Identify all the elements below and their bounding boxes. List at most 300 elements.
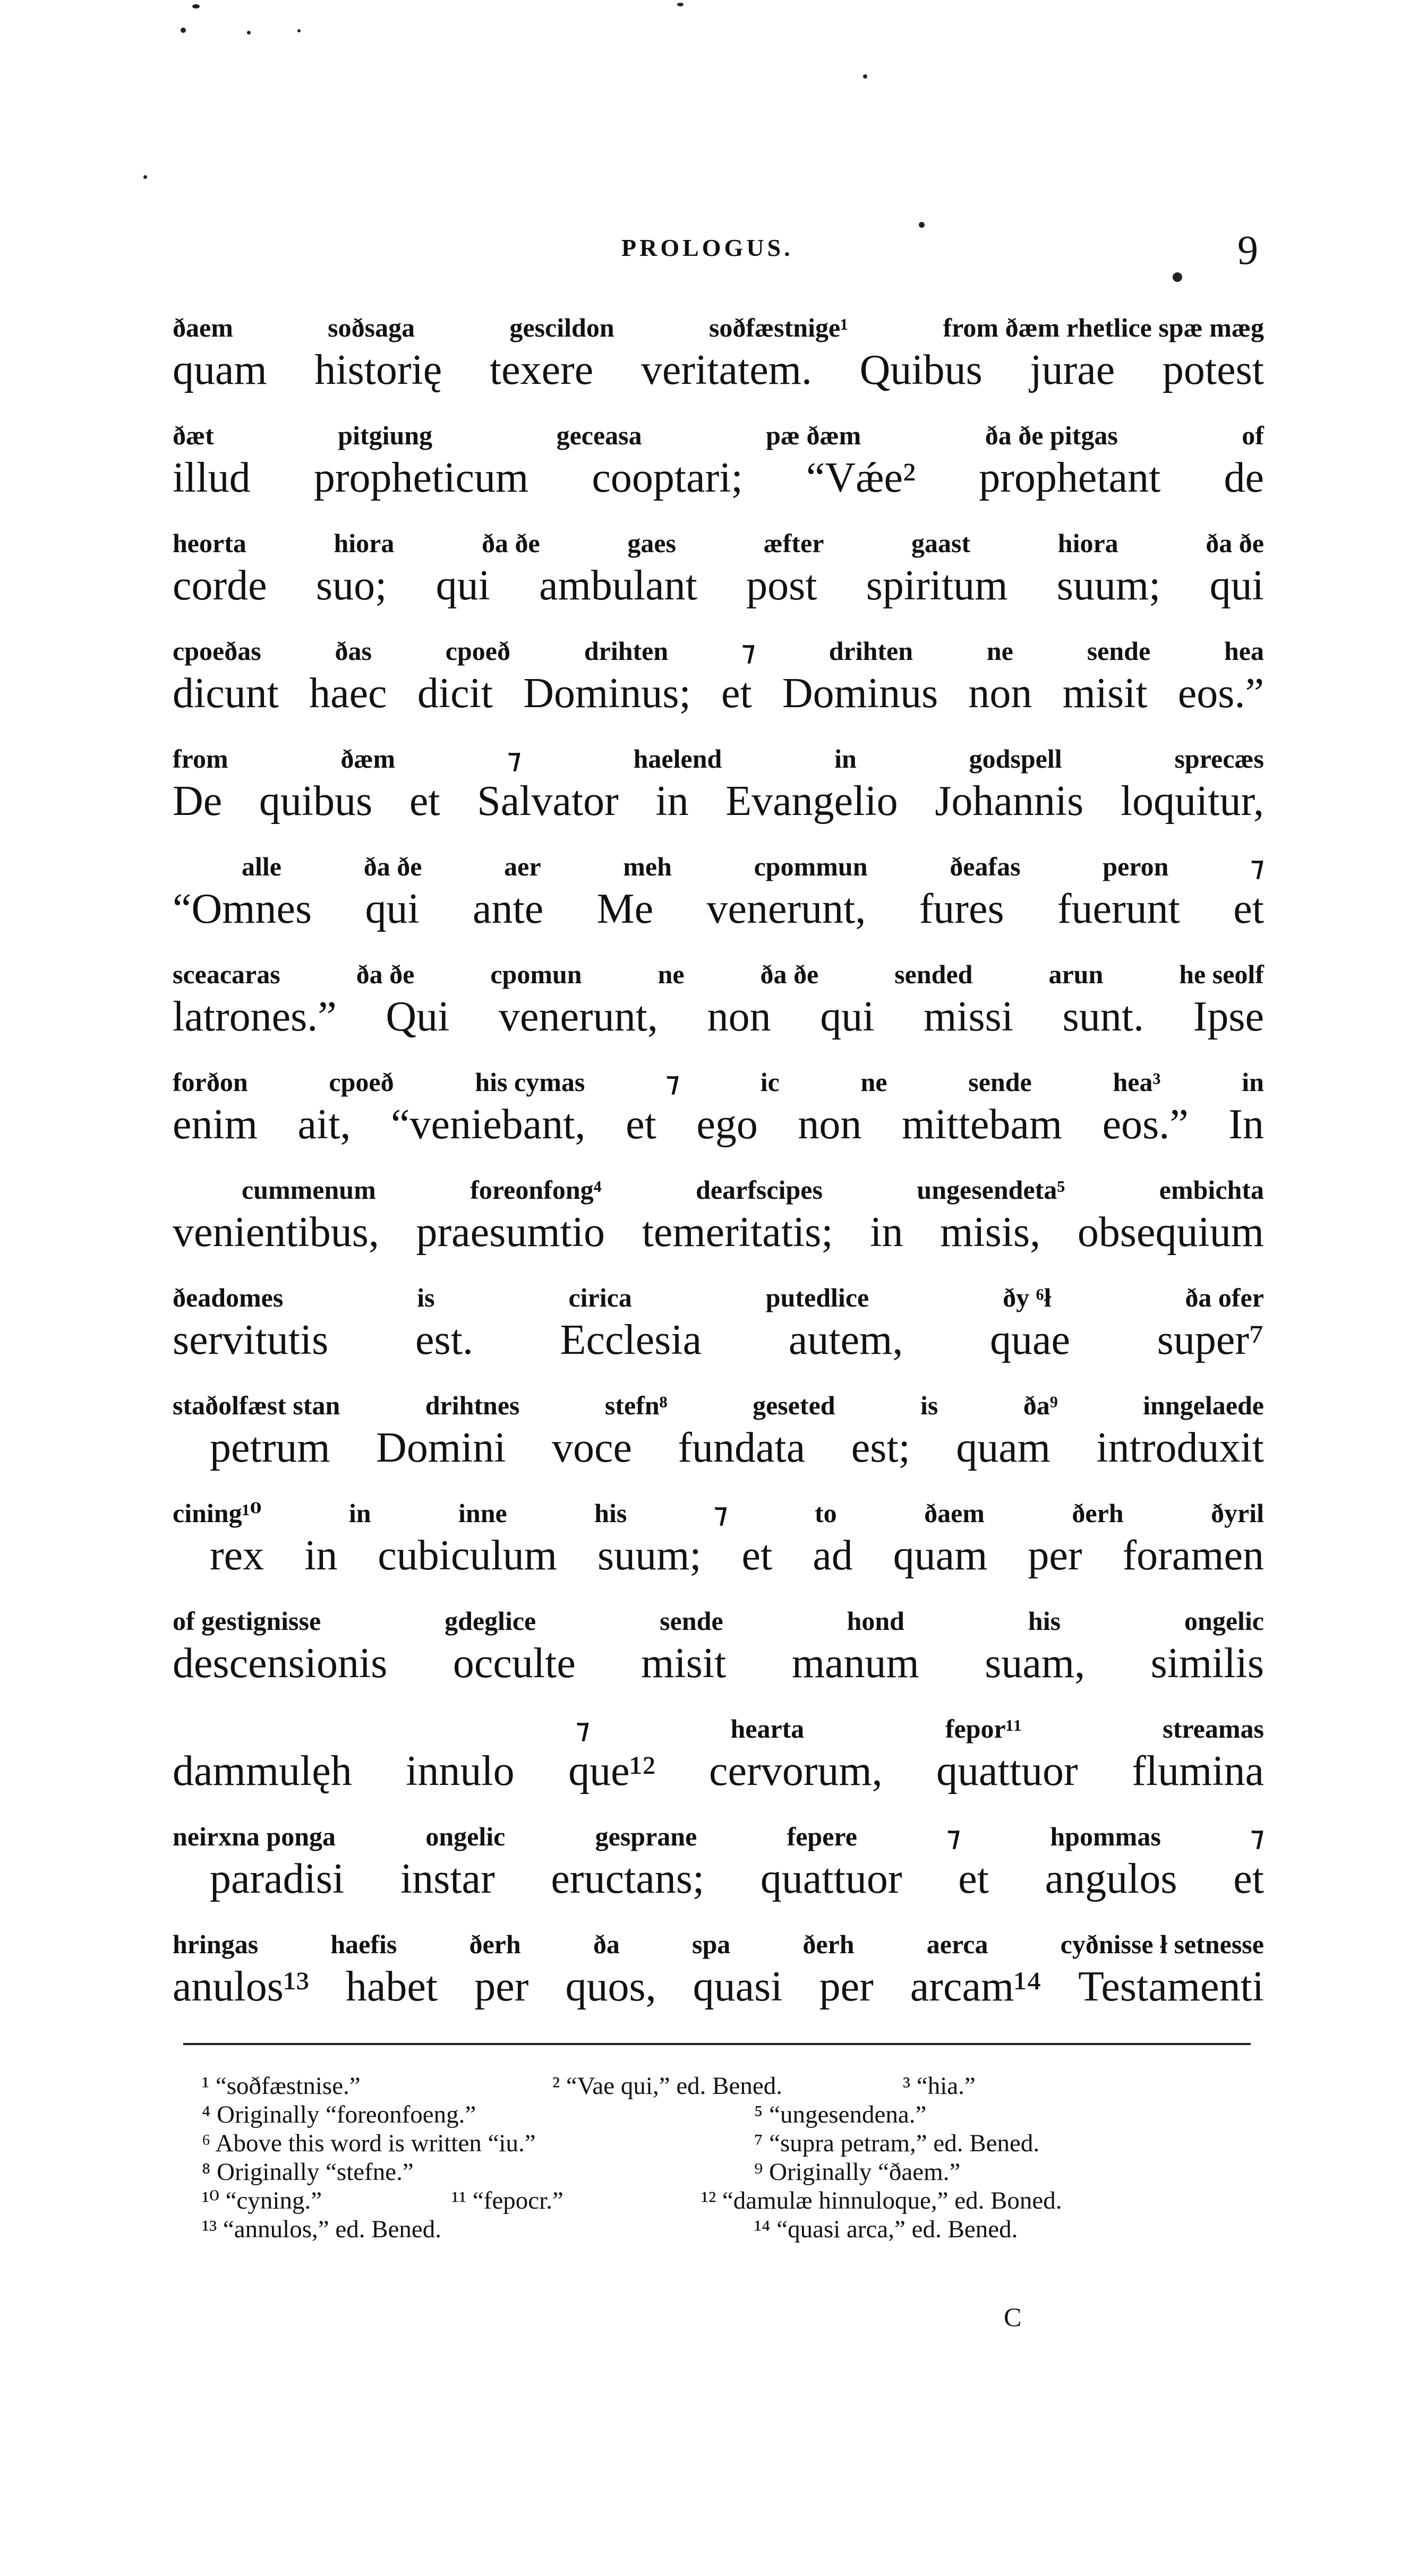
latin-word: eos.” — [1102, 1101, 1189, 1148]
latin-word: per — [819, 1963, 874, 2010]
footnote: ¹⁰ “cyning.” — [202, 2187, 322, 2214]
latin-word: historię — [314, 347, 442, 393]
gloss-word: soðfæstnige¹ — [708, 313, 849, 342]
latin-word: latrones.” — [173, 993, 337, 1040]
interlinear-line-16 — [173, 1927, 1264, 2035]
latin-word: post — [746, 562, 817, 609]
latin-word: autem, — [788, 1317, 903, 1363]
gloss-word: sende — [660, 1606, 723, 1636]
gloss-word: cpomun — [490, 959, 582, 989]
old-english-gloss — [173, 1496, 1264, 1530]
gloss-word: hiora — [1057, 528, 1118, 558]
gloss-word: to — [815, 1498, 837, 1528]
latin-text — [173, 1530, 1264, 1581]
latin-text — [173, 1638, 1264, 1689]
latin-text — [173, 1099, 1264, 1150]
footnote: ⁹ Originally “ðaem.” — [754, 2158, 961, 2186]
latin-word: Ecclesia — [560, 1317, 702, 1363]
latin-word: descensionis — [173, 1640, 388, 1687]
latin-word: quae — [990, 1317, 1071, 1363]
interlinear-line-15 — [173, 1819, 1264, 1927]
latin-word: venerunt, — [499, 993, 658, 1040]
running-title: PROLOGUS. — [621, 234, 793, 261]
interlinear-line-12 — [173, 1496, 1264, 1604]
latin-word: per — [1028, 1532, 1082, 1579]
gloss-word: ne — [986, 636, 1013, 666]
footnote: ⁴ Originally “foreonfoeng.” — [202, 2101, 476, 2128]
gloss-word: ðæm — [340, 744, 396, 774]
latin-word: et — [1233, 1856, 1264, 1902]
gloss-word: his — [594, 1498, 627, 1528]
gloss-word: of — [1242, 420, 1264, 450]
latin-word: “veniebant, — [391, 1101, 586, 1148]
gloss-word: hiora — [334, 528, 395, 558]
gloss-word: ða⁹ — [1023, 1390, 1058, 1420]
old-english-gloss — [173, 634, 1264, 668]
latin-word: est; — [851, 1424, 910, 1471]
gloss-word: ⁊ — [507, 744, 521, 774]
gloss-word: ða ofer — [1185, 1283, 1264, 1312]
latin-word: in — [870, 1209, 903, 1256]
latin-word: misit — [641, 1640, 727, 1687]
latin-word: que¹² — [568, 1748, 655, 1794]
gloss-word: arun — [1048, 959, 1104, 989]
gloss-word: dearfscipes — [696, 1175, 823, 1205]
latin-word: innulo — [406, 1748, 515, 1794]
signature-mark: C — [1004, 2302, 1022, 2332]
latin-text — [173, 883, 1264, 934]
footnote: ¹ “soðfæstnise.” — [202, 2072, 361, 2100]
latin-word: occulte — [452, 1640, 576, 1687]
scan-speck — [181, 28, 186, 33]
latin-word: “Omnes — [173, 886, 312, 932]
gloss-word: fepere — [787, 1822, 857, 1851]
latin-word: quibus — [259, 778, 373, 825]
old-english-gloss — [173, 1712, 1264, 1746]
old-english-gloss — [173, 1281, 1264, 1315]
latin-text — [173, 1207, 1264, 1258]
latin-word: fundata — [678, 1424, 806, 1471]
latin-text — [173, 1853, 1264, 1904]
latin-word: ambulant — [539, 562, 697, 609]
latin-word: Domini — [376, 1424, 506, 1471]
gloss-word: staðolfæst stan — [173, 1390, 340, 1420]
footnote: ¹³ “annulos,” ed. Bened. — [202, 2216, 442, 2243]
latin-word: fures — [919, 886, 1004, 932]
gloss-word: ða ðe — [1206, 528, 1264, 558]
gloss-word: cyðnisse ł setnesse — [1060, 1929, 1264, 1959]
latin-word: cubiculum — [378, 1532, 557, 1579]
footnote: ⁸ Originally “stefne.” — [202, 2158, 414, 2186]
gloss-word: drihten — [584, 636, 669, 666]
gloss-word: ðyril — [1211, 1498, 1264, 1528]
footnote-row — [202, 2215, 1253, 2244]
scan-speck — [297, 29, 301, 32]
latin-word: et — [721, 670, 752, 717]
latin-word: cervorum, — [709, 1748, 883, 1794]
scan-speck — [143, 175, 147, 179]
footnote: ¹⁴ “quasi arca,” ed. Bened. — [754, 2216, 1018, 2243]
latin-word: qui — [820, 993, 875, 1040]
gloss-word: ⁊ — [742, 636, 755, 666]
latin-word: propheticum — [313, 454, 529, 501]
latin-word: in — [655, 778, 689, 825]
latin-word: et — [958, 1856, 989, 1902]
latin-word: est. — [415, 1317, 473, 1363]
interlinear-line-13 — [173, 1604, 1264, 1712]
interlinear-line-5 — [173, 742, 1264, 849]
interlinear-line-9 — [173, 1173, 1264, 1281]
latin-text — [173, 1961, 1264, 2012]
footnote: ⁵ “ungesendena.” — [754, 2101, 927, 2128]
gloss-word: sende — [968, 1067, 1032, 1097]
gloss-word: forðon — [173, 1067, 248, 1097]
gloss-word: gesprane — [595, 1822, 697, 1851]
gloss-word: soðsaga — [328, 313, 415, 342]
gloss-word: ðas — [335, 636, 372, 666]
latin-word: Dominus — [782, 670, 938, 717]
latin-word: venientibus, — [173, 1209, 379, 1256]
gloss-word: heorta — [173, 528, 246, 558]
gloss-word: ⁊ — [1251, 852, 1264, 881]
footnote: ¹² “damulæ hinnuloque,” ed. Boned. — [701, 2187, 1062, 2214]
gloss-word: sende — [1087, 636, 1151, 666]
gloss-word: ða ðe — [363, 852, 422, 881]
latin-word: Dominus; — [523, 670, 691, 717]
gloss-word: aerca — [926, 1929, 988, 1959]
gloss-word: in — [834, 744, 857, 774]
interlinear-line-10 — [173, 1281, 1264, 1388]
gloss-word: haefis — [330, 1929, 397, 1959]
footnote: ⁶ Above this word is written “iu.” — [202, 2130, 536, 2157]
gloss-word: ne — [657, 959, 685, 989]
gloss-word: haelend — [633, 744, 722, 774]
scan-speck — [192, 4, 200, 8]
old-english-gloss — [173, 1819, 1264, 1853]
latin-text — [173, 668, 1264, 719]
gloss-word: he seolf — [1179, 959, 1264, 989]
latin-word: non — [707, 993, 771, 1040]
latin-word: illud — [173, 454, 251, 501]
gloss-word: in — [348, 1498, 371, 1528]
latin-word: suum; — [597, 1532, 702, 1579]
interlinear-line-7 — [173, 957, 1264, 1065]
gloss-word: ða ðe — [356, 959, 415, 989]
gloss-word: his — [1028, 1606, 1061, 1636]
footnote-row — [202, 2186, 1253, 2215]
latin-word: In — [1228, 1101, 1264, 1148]
latin-word: ego — [696, 1101, 758, 1148]
old-english-gloss — [173, 311, 1264, 345]
latin-word: De — [173, 778, 223, 825]
latin-word: petrum — [210, 1424, 330, 1471]
gloss-word: ⁊ — [576, 1714, 590, 1744]
latin-text — [173, 991, 1264, 1042]
latin-word: ante — [472, 886, 544, 932]
gloss-word: his cymas — [475, 1067, 585, 1097]
latin-word: cooptari; — [592, 454, 743, 501]
gloss-word: ne — [860, 1067, 887, 1097]
latin-word: per — [474, 1963, 529, 2010]
latin-word: quam — [956, 1424, 1050, 1471]
latin-word: et — [409, 778, 440, 825]
old-english-gloss — [173, 526, 1264, 560]
latin-word: quattuor — [936, 1748, 1078, 1794]
latin-word: non — [968, 670, 1032, 717]
gloss-word: ⁊ — [947, 1822, 961, 1851]
old-english-gloss — [173, 1604, 1264, 1638]
latin-word: servitutis — [173, 1317, 329, 1363]
interlinear-line-11 — [173, 1388, 1264, 1496]
latin-word: enim — [173, 1101, 258, 1148]
footnote-row — [202, 2158, 1253, 2186]
gloss-word: alle — [242, 852, 281, 881]
interlinear-line-6 — [173, 849, 1264, 957]
gloss-word: sprecæs — [1174, 744, 1264, 774]
gloss-word: from — [173, 744, 228, 774]
gloss-word: sended — [894, 959, 973, 989]
old-english-gloss — [173, 849, 1264, 883]
gloss-word: in — [1242, 1067, 1264, 1097]
footnote: ¹¹ “fepocr.” — [451, 2187, 563, 2214]
gloss-word: stefn⁸ — [604, 1390, 668, 1420]
gloss-word: putedlice — [765, 1283, 869, 1312]
latin-word: obsequium — [1077, 1209, 1264, 1256]
latin-word: venerunt, — [706, 886, 866, 932]
gloss-word: inngelaede — [1143, 1390, 1264, 1420]
interlinear-line-2 — [173, 418, 1264, 526]
scan-speck — [247, 31, 251, 35]
gloss-word: ðaem — [924, 1498, 985, 1528]
latin-word: Testamenti — [1078, 1963, 1264, 2010]
gloss-word: ðerh — [1072, 1498, 1124, 1528]
latin-word: fuerunt — [1057, 886, 1180, 932]
latin-text — [173, 345, 1264, 396]
latin-text — [173, 560, 1264, 611]
gloss-word: ic — [760, 1067, 780, 1097]
latin-word: angulos — [1045, 1856, 1177, 1902]
latin-word: veritatem. — [640, 347, 812, 393]
latin-word: spiritum — [866, 562, 1008, 609]
latin-word: in — [304, 1532, 338, 1579]
old-english-gloss — [173, 1173, 1264, 1207]
interlinear-line-3 — [173, 526, 1264, 634]
latin-word: de — [1224, 454, 1264, 501]
latin-word: paradisi — [210, 1856, 345, 1902]
latin-word: ad — [813, 1532, 853, 1579]
latin-word: qui — [365, 886, 420, 932]
latin-word: voce — [551, 1424, 632, 1471]
interlinear-line-14 — [173, 1712, 1264, 1819]
latin-word: Evangelio — [725, 778, 898, 825]
latin-text — [173, 1315, 1264, 1366]
latin-word: quasi — [693, 1963, 783, 2010]
latin-word: similis — [1150, 1640, 1264, 1687]
latin-word: super⁷ — [1157, 1317, 1264, 1363]
footnote-row — [202, 2072, 1253, 2100]
scan-speck — [677, 3, 684, 6]
gloss-word: ⁊ — [714, 1498, 728, 1528]
gloss-word: fepor¹¹ — [945, 1714, 1022, 1744]
gloss-word: neirxna ponga — [173, 1822, 336, 1851]
latin-word: corde — [173, 562, 267, 609]
latin-word: Ipse — [1193, 993, 1264, 1040]
latin-word: dicit — [417, 670, 493, 717]
latin-word: “Vǽe² — [806, 454, 916, 501]
gloss-word: cummenum — [242, 1175, 376, 1205]
old-english-gloss — [173, 418, 1264, 452]
gloss-word: æfter — [763, 528, 824, 558]
gloss-word: peron — [1103, 852, 1169, 881]
gloss-word: ongelic — [1184, 1606, 1264, 1636]
gloss-word: cpommun — [754, 852, 868, 881]
interlinear-line-1 — [173, 311, 1264, 418]
gloss-word: ða ðe pitgas — [985, 420, 1118, 450]
gloss-word: ða — [593, 1929, 620, 1959]
gloss-word: drihtnes — [425, 1390, 520, 1420]
latin-word: habet — [345, 1963, 438, 2010]
latin-word: dicunt — [173, 670, 279, 717]
latin-word: temeritatis; — [642, 1209, 833, 1256]
footnote: ⁷ “supra petram,” ed. Bened. — [754, 2130, 1040, 2157]
gloss-word: is — [920, 1390, 938, 1420]
latin-word: flumina — [1132, 1748, 1264, 1794]
gloss-word: ⁊ — [666, 1067, 679, 1097]
gloss-word: geseted — [753, 1390, 835, 1420]
gloss-word: foreonfong⁴ — [470, 1175, 602, 1205]
interlinear-text — [173, 311, 1264, 2035]
footnote-row — [202, 2100, 1253, 2129]
gloss-word: cpoeðas — [173, 636, 261, 666]
latin-word: jurae — [1030, 347, 1115, 393]
latin-word: manum — [791, 1640, 919, 1687]
gloss-word: ðy ⁶ł — [1003, 1283, 1052, 1312]
latin-word: quam — [173, 347, 267, 393]
gloss-word: cpoeð — [329, 1067, 394, 1097]
latin-word: Salvator — [477, 778, 619, 825]
latin-word: Qui — [386, 993, 450, 1040]
gloss-word: inne — [458, 1498, 507, 1528]
page-number: 9 — [1237, 227, 1258, 273]
gloss-word: is — [417, 1283, 435, 1312]
old-english-gloss — [173, 1927, 1264, 1961]
gloss-word: pitgiung — [338, 420, 433, 450]
gloss-word: ðerh — [469, 1929, 521, 1959]
latin-word: mittebam — [901, 1101, 1063, 1148]
latin-word: qui — [1209, 562, 1264, 609]
gloss-word: gdeglice — [445, 1606, 536, 1636]
latin-word: loquitur, — [1120, 778, 1264, 825]
gloss-word: ða ðe — [482, 528, 540, 558]
gloss-word: pæ ðæm — [766, 420, 861, 450]
old-english-gloss — [173, 957, 1264, 991]
latin-word: Me — [596, 886, 654, 932]
gloss-word: hea — [1224, 636, 1264, 666]
gloss-word: hringas — [173, 1929, 259, 1959]
latin-word: non — [798, 1101, 862, 1148]
latin-word: et — [626, 1101, 656, 1148]
gloss-word: cpoeð — [445, 636, 510, 666]
gloss-word: streamas — [1163, 1714, 1264, 1744]
running-header — [0, 227, 1418, 276]
gloss-word: cining¹⁰ — [173, 1498, 262, 1528]
latin-word: quam — [893, 1532, 988, 1579]
gloss-word: aer — [504, 852, 541, 881]
latin-word: et — [741, 1532, 773, 1579]
footnotes — [202, 2072, 1253, 2244]
latin-word: Johannis — [935, 778, 1084, 825]
gloss-word: embichta — [1159, 1175, 1264, 1205]
footnote: ³ “hia.” — [903, 2072, 976, 2100]
gloss-word: godspell — [969, 744, 1062, 774]
gloss-word: of gestignisse — [173, 1606, 321, 1636]
gloss-word: ðeafas — [950, 852, 1021, 881]
gloss-word: hpommas — [1050, 1822, 1161, 1851]
latin-word: haec — [309, 670, 387, 717]
latin-word: qui — [435, 562, 490, 609]
gloss-word: ðeadomes — [173, 1283, 284, 1312]
latin-word: suam, — [985, 1640, 1086, 1687]
footnote-row — [202, 2129, 1253, 2158]
latin-word: et — [1233, 886, 1264, 932]
latin-word: arcam¹⁴ — [910, 1963, 1042, 2010]
gloss-word: ungesendeta⁵ — [917, 1175, 1065, 1205]
latin-text — [173, 1422, 1264, 1473]
gloss-word: ongelic — [425, 1822, 506, 1851]
gloss-word: ðaem — [173, 313, 233, 342]
footnote: ² “Vae qui,” ed. Bened. — [552, 2072, 783, 2100]
latin-word: sunt. — [1062, 993, 1144, 1040]
latin-word: ait, — [297, 1101, 351, 1148]
latin-word: instar — [400, 1856, 495, 1902]
gloss-word: from ðæm rhetlice spæ mæg — [943, 313, 1264, 342]
gloss-word: geceasa — [556, 420, 642, 450]
latin-word: potest — [1162, 347, 1264, 393]
latin-word: anulos¹³ — [173, 1963, 309, 2010]
gloss-word: hea³ — [1113, 1067, 1161, 1097]
latin-text — [173, 776, 1264, 827]
latin-word: suo; — [315, 562, 387, 609]
gloss-word: sceacaras — [173, 959, 280, 989]
latin-word: suum; — [1056, 562, 1161, 609]
gloss-word: gescildon — [509, 313, 614, 342]
old-english-gloss — [173, 742, 1264, 776]
gloss-word: ðerh — [802, 1929, 855, 1959]
latin-word: foramen — [1122, 1532, 1264, 1579]
gloss-word: ða ðe — [760, 959, 819, 989]
latin-word: missi — [924, 993, 1014, 1040]
latin-word: introduxit — [1096, 1424, 1264, 1471]
gloss-word: meh — [623, 852, 672, 881]
latin-word: dammulęh — [173, 1748, 352, 1794]
gloss-word: hond — [847, 1606, 904, 1636]
gloss-word: gaes — [627, 528, 676, 558]
interlinear-line-8 — [173, 1065, 1264, 1173]
gloss-word: cirica — [568, 1283, 632, 1312]
latin-word: misis, — [940, 1209, 1041, 1256]
latin-word: eructans; — [551, 1856, 705, 1902]
latin-word: texere — [489, 347, 594, 393]
latin-word: prophetant — [979, 454, 1161, 501]
scan-speck — [863, 74, 867, 79]
gloss-word: hearta — [730, 1714, 805, 1744]
gloss-word: gaast — [911, 528, 971, 558]
latin-word: quos, — [565, 1963, 656, 2010]
old-english-gloss — [173, 1388, 1264, 1422]
latin-text — [173, 1746, 1264, 1797]
scan-speck — [919, 222, 925, 228]
gloss-word: spa — [692, 1929, 731, 1959]
